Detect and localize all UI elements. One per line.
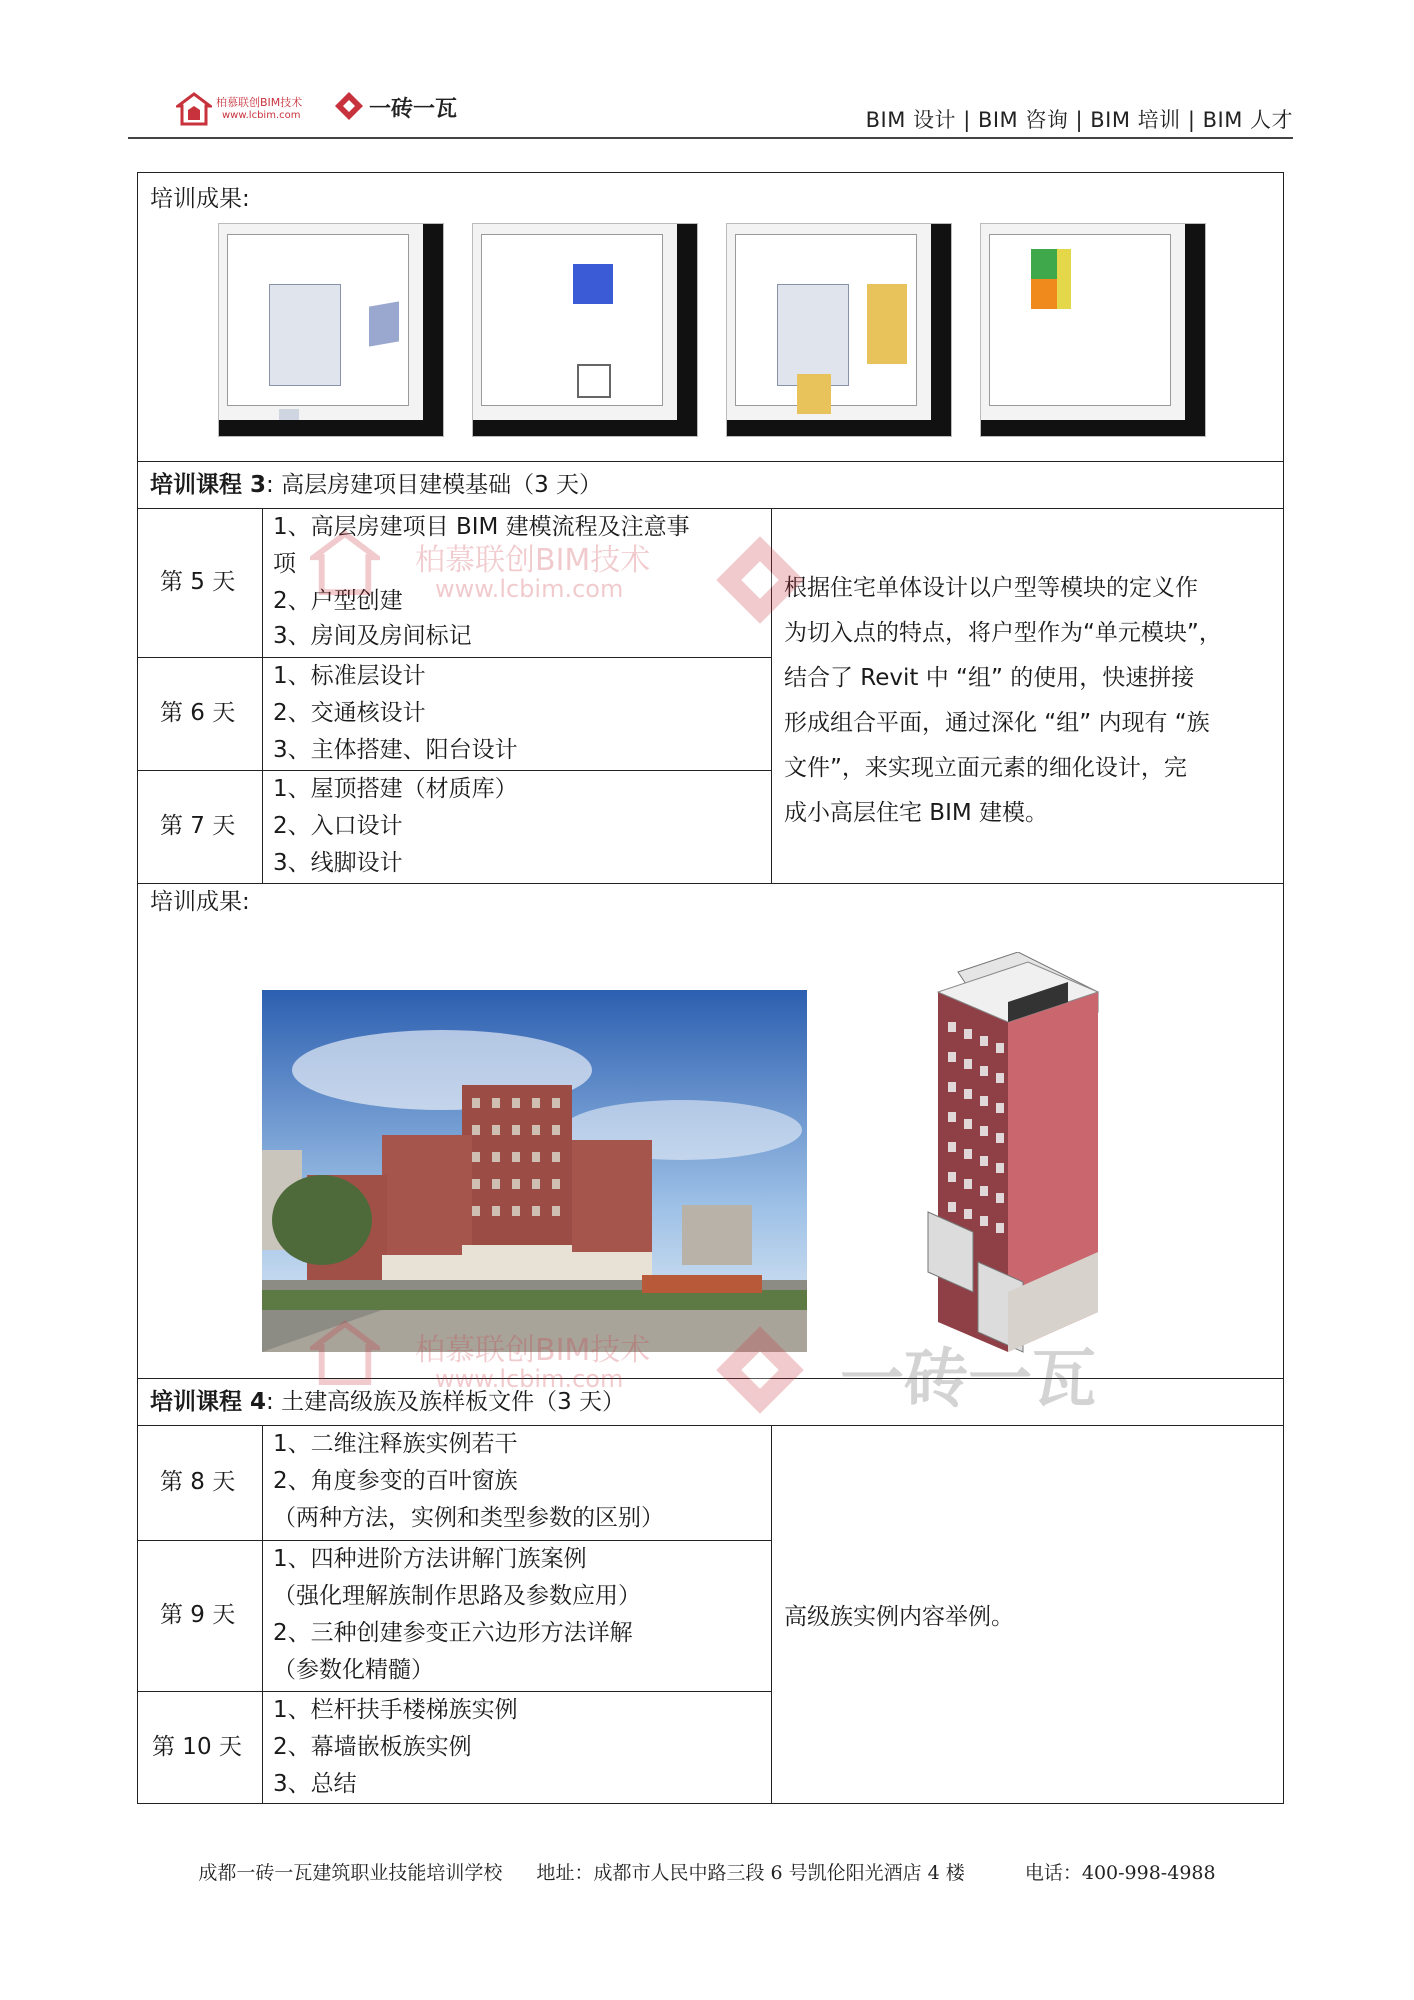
watermark-brand: 柏慕联创BIM技术 [415, 543, 651, 578]
course4-title [150, 1384, 625, 1421]
day-label: 第 8 天 [160, 1469, 236, 1495]
lcbim-logo [176, 90, 306, 130]
house-logo-icon [176, 92, 212, 126]
logo1-name: 柏慕联创BIM技术 [216, 96, 303, 109]
yizhuanyiwa-logo [333, 88, 473, 128]
course3-title [150, 467, 602, 504]
day-label: 第 9 天 [160, 1602, 236, 1628]
course4-day-10-label-cell [137, 1691, 263, 1804]
course3-description-cell [771, 508, 1284, 884]
page-header [128, 84, 1293, 140]
watermark-url: www.lcbim.com [435, 1365, 624, 1393]
course4-title-bold: 培训课程 4 [150, 1389, 267, 1415]
result-cell-1 [137, 172, 1284, 462]
description-line: 结合了 Revit 中 “组” 的使用，快速拼接 [784, 665, 1195, 691]
description-line: 根据住宅单体设计以户型等模块的定义作 [784, 575, 1198, 601]
watermark-url: www.lcbim.com [435, 575, 624, 603]
course3-title-rest: : 高层房建项目建模基础（3 天） [266, 472, 603, 498]
list-item: 2、幕墙嵌板族实例 [273, 1734, 472, 1760]
logo2-name: 一砖一瓦 [369, 97, 458, 122]
course4-description-cell [771, 1425, 1284, 1804]
course3-day-6-label-cell [137, 657, 263, 771]
course4-description: 高级族实例内容举例。 [784, 1604, 1014, 1630]
course4-day-9-items-cell [262, 1540, 772, 1692]
list-item: 3、总结 [273, 1771, 357, 1797]
course4-title-rest: : 土建高级族及族样板文件（3 天） [266, 1389, 626, 1415]
course4-day-9-label-cell [137, 1540, 263, 1692]
list-item: （两种方法，实例和类型参数的区别） [273, 1505, 664, 1531]
list-item: 1、栏杆扶手楼梯族实例 [273, 1697, 518, 1723]
day-label: 第 6 天 [160, 700, 236, 726]
description-line: 文件”，来实现立面元素的细化设计，完 [784, 755, 1187, 781]
logo1-url: www.lcbim.com [222, 110, 301, 121]
watermark-brand: 柏慕联创BIM技术 [415, 1333, 651, 1368]
footer-school: 成都一砖一瓦建筑职业技能培训学校 [198, 1862, 503, 1884]
list-item: 2、三种创建参变正六边形方法详解 [273, 1620, 633, 1646]
header-divider [128, 137, 1293, 139]
diamond-logo-icon [333, 90, 365, 122]
course4-day-10-items-cell [262, 1691, 772, 1804]
result-label-1: 培训成果: [150, 186, 250, 212]
list-item: 3、房间及房间标记 [273, 623, 472, 649]
course3-day-6-items-cell [262, 657, 772, 771]
list-item: （参数化精髓） [273, 1657, 434, 1683]
list-item: 3、线脚设计 [273, 850, 403, 876]
course3-title-bold: 培训课程 3 [150, 472, 267, 498]
course3-day-7-items-cell [262, 770, 772, 884]
description-line: 形成组合平面，通过深化 “组” 内现有 “族 [784, 710, 1210, 736]
list-item: 1、高层房建项目 BIM 建模流程及注意事 [273, 514, 690, 540]
course3-day-5-label-cell [137, 508, 263, 658]
result-label-2: 培训成果: [150, 889, 250, 915]
list-item: 2、户型创建 [273, 588, 403, 614]
watermark-big: 一砖一瓦 [840, 1343, 1096, 1417]
course-table [137, 172, 1284, 1802]
result-thumbnail-2 [472, 223, 698, 437]
day-label: 第 7 天 [160, 813, 236, 839]
footer-phone: 电话：400-998-4988 [1024, 1862, 1216, 1884]
list-item: 1、四种进阶方法讲解门族案例 [273, 1546, 587, 1572]
day-label: 第 5 天 [160, 569, 236, 595]
course4-day-8-items-cell [262, 1425, 772, 1541]
result-thumbnail-4 [980, 223, 1206, 437]
description-line: 成小高层住宅 BIM 建模。 [784, 800, 1049, 826]
list-item: 项 [273, 551, 296, 577]
list-item: 1、标准层设计 [273, 663, 426, 689]
footer-address: 地址：成都市人民中路三段 6 号凯伦阳光酒店 4 楼 [536, 1862, 965, 1884]
page-footer [0, 1858, 1414, 1885]
list-item: 2、交通核设计 [273, 700, 426, 726]
list-item: 3、主体搭建、阳台设计 [273, 737, 518, 763]
list-item: 2、角度参变的百叶窗族 [273, 1468, 518, 1494]
building-3d-model [898, 952, 1158, 1362]
result-thumbnail-1 [218, 223, 444, 437]
course3-title-row [137, 461, 1284, 509]
header-tagline: BIM 设计 | BIM 咨询 | BIM 培训 | BIM 人才 [865, 108, 1293, 132]
result-thumbnail-3 [726, 223, 952, 437]
building-rendering-photo [262, 990, 807, 1352]
course3-day-7-label-cell [137, 770, 263, 884]
course3-day-5-items-cell [262, 508, 772, 658]
day-label: 第 10 天 [152, 1734, 242, 1760]
course4-title-row [137, 1378, 1284, 1426]
list-item: 1、二维注释族实例若干 [273, 1431, 518, 1457]
list-item: （强化理解族制作思路及参数应用） [273, 1583, 641, 1609]
description-line: 为切入点的特点，将户型作为“单元模块”， [784, 620, 1222, 646]
list-item: 1、屋顶搭建（材质库） [273, 776, 518, 802]
list-item: 2、入口设计 [273, 813, 403, 839]
result-cell-2 [137, 883, 1284, 1379]
course4-day-8-label-cell [137, 1425, 263, 1541]
